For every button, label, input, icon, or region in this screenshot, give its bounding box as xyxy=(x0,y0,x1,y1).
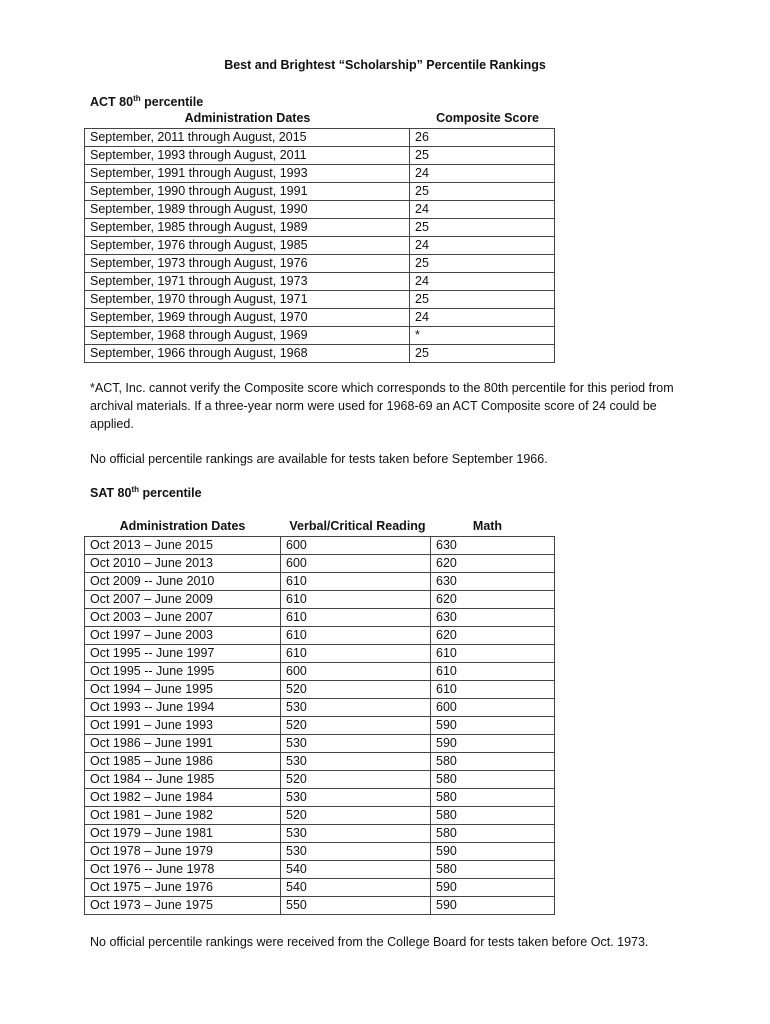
sat-table xyxy=(84,536,555,915)
act-cell-dates: September, 1970 through August, 1971 xyxy=(85,291,410,309)
sat-header-verbal: Verbal/Critical Reading xyxy=(289,519,426,533)
act-table-row xyxy=(85,345,555,363)
sat-cell-math: 610 xyxy=(431,681,555,699)
act-cell-dates: September, 1968 through August, 1969 xyxy=(85,327,410,345)
act-cell-dates: September, 2011 through August, 2015 xyxy=(85,129,410,147)
sat-cell-math: 610 xyxy=(431,645,555,663)
act-table xyxy=(84,128,555,363)
sat-table-row xyxy=(85,663,555,681)
act-cell-dates: September, 1969 through August, 1970 xyxy=(85,309,410,327)
act-cell-dates: September, 1989 through August, 1990 xyxy=(85,201,410,219)
sat-cell-verbal: 550 xyxy=(281,897,431,915)
sat-cell-dates: Oct 1973 – June 1975 xyxy=(85,897,281,915)
act-cell-score: * xyxy=(410,327,555,345)
act-cell-dates: September, 1973 through August, 1976 xyxy=(85,255,410,273)
sat-table-row xyxy=(85,591,555,609)
sat-cell-verbal: 520 xyxy=(281,681,431,699)
sat-heading-sup: th xyxy=(131,485,140,494)
sat-cell-dates: Oct 1976 -- June 1978 xyxy=(85,861,281,879)
act-heading-prefix: ACT 80 xyxy=(90,95,134,110)
sat-cell-verbal: 610 xyxy=(281,609,431,627)
sat-cell-math: 590 xyxy=(431,735,555,753)
act-table-row xyxy=(85,219,555,237)
sat-heading-prefix: SAT 80 xyxy=(90,486,132,501)
act-cell-score: 24 xyxy=(410,273,555,291)
sat-cell-dates: Oct 2013 – June 2015 xyxy=(85,537,281,555)
sat-table-row xyxy=(85,735,555,753)
act-table-row xyxy=(85,309,555,327)
sat-cell-dates: Oct 1981 – June 1982 xyxy=(85,807,281,825)
sat-cell-math: 630 xyxy=(431,573,555,591)
sat-cell-dates: Oct 1978 – June 1979 xyxy=(85,843,281,861)
sat-cell-math: 620 xyxy=(431,591,555,609)
sat-cell-dates: Oct 1984 -- June 1985 xyxy=(85,771,281,789)
sat-cell-verbal: 610 xyxy=(281,627,431,645)
act-cell-dates: September, 1993 through August, 2011 xyxy=(85,147,410,165)
sat-cell-verbal: 610 xyxy=(281,645,431,663)
act-cell-score: 25 xyxy=(410,255,555,273)
sat-cell-math: 590 xyxy=(431,879,555,897)
sat-cell-math: 590 xyxy=(431,717,555,735)
sat-cell-verbal: 530 xyxy=(281,699,431,717)
act-cell-dates: September, 1990 through August, 1991 xyxy=(85,183,410,201)
sat-cell-verbal: 520 xyxy=(281,807,431,825)
sat-cell-verbal: 520 xyxy=(281,771,431,789)
sat-table-row xyxy=(85,807,555,825)
sat-cell-math: 590 xyxy=(431,843,555,861)
sat-table-row xyxy=(85,861,555,879)
act-cell-dates: September, 1991 through August, 1993 xyxy=(85,165,410,183)
sat-table-row xyxy=(85,627,555,645)
sat-table-row xyxy=(85,645,555,663)
act-cell-score: 24 xyxy=(410,201,555,219)
sat-cell-dates: Oct 1997 – June 2003 xyxy=(85,627,281,645)
act-heading-suffix: percentile xyxy=(140,95,204,110)
sat-cell-math: 630 xyxy=(431,537,555,555)
sat-cell-dates: Oct 1985 – June 1986 xyxy=(85,753,281,771)
sat-cell-dates: Oct 1994 – June 1995 xyxy=(85,681,281,699)
sat-cell-math: 620 xyxy=(431,627,555,645)
sat-table-row xyxy=(85,681,555,699)
sat-table-row xyxy=(85,555,555,573)
sat-table-row xyxy=(85,897,555,915)
sat-table-row xyxy=(85,825,555,843)
act-table-row xyxy=(85,201,555,219)
act-footnote: *ACT, Inc. cannot verify the Composite score which corresponds to the 80th percentile for this period from archival materials. If a three-year norm were used for 1968-69 an ACT Composite score of 24 could be applied. xyxy=(90,381,674,431)
act-heading-sup: th xyxy=(133,94,141,103)
sat-table-row xyxy=(85,537,555,555)
act-table-row xyxy=(85,147,555,165)
sat-cell-verbal: 540 xyxy=(281,861,431,879)
sat-cell-dates: Oct 2010 – June 2013 xyxy=(85,555,281,573)
sat-cell-math: 620 xyxy=(431,555,555,573)
act-table-row xyxy=(85,237,555,255)
sat-cell-verbal: 610 xyxy=(281,591,431,609)
sat-cell-verbal: 520 xyxy=(281,717,431,735)
sat-cell-verbal: 610 xyxy=(281,573,431,591)
document-title: Best and Brightest “Scholarship” Percentile Rankings xyxy=(224,58,546,72)
sat-cell-dates: Oct 1993 -- June 1994 xyxy=(85,699,281,717)
act-table-row xyxy=(85,129,555,147)
act-section-heading xyxy=(90,94,203,109)
act-cell-score: 25 xyxy=(410,291,555,309)
sat-cell-verbal: 600 xyxy=(281,555,431,573)
act-cell-dates: September, 1985 through August, 1989 xyxy=(85,219,410,237)
sat-cell-dates: Oct 1991 – June 1993 xyxy=(85,717,281,735)
sat-no-rankings-note: No official percentile rankings were received from the College Board for tests taken before Oct. 1973. xyxy=(90,935,649,949)
sat-table-row xyxy=(85,879,555,897)
sat-cell-math: 600 xyxy=(431,699,555,717)
sat-cell-math: 580 xyxy=(431,807,555,825)
sat-table-row xyxy=(85,771,555,789)
act-cell-score: 25 xyxy=(410,147,555,165)
sat-heading-suffix: percentile xyxy=(139,486,202,501)
act-table-row xyxy=(85,165,555,183)
act-cell-score: 25 xyxy=(410,183,555,201)
act-cell-score: 24 xyxy=(410,309,555,327)
sat-cell-verbal: 540 xyxy=(281,879,431,897)
act-table-row xyxy=(85,255,555,273)
act-cell-score: 26 xyxy=(410,129,555,147)
act-cell-score: 25 xyxy=(410,345,555,363)
sat-cell-math: 580 xyxy=(431,825,555,843)
sat-cell-dates: Oct 2003 – June 2007 xyxy=(85,609,281,627)
sat-table-row xyxy=(85,699,555,717)
sat-table-row xyxy=(85,843,555,861)
act-header-score: Composite Score xyxy=(436,111,539,125)
sat-header-dates: Administration Dates xyxy=(119,519,246,533)
act-cell-score: 24 xyxy=(410,165,555,183)
sat-cell-dates: Oct 1995 -- June 1997 xyxy=(85,645,281,663)
sat-table-row xyxy=(85,717,555,735)
act-cell-dates: September, 1976 through August, 1985 xyxy=(85,237,410,255)
sat-cell-math: 580 xyxy=(431,753,555,771)
act-table-row xyxy=(85,291,555,309)
sat-cell-dates: Oct 1982 – June 1984 xyxy=(85,789,281,807)
act-cell-dates: September, 1971 through August, 1973 xyxy=(85,273,410,291)
sat-cell-verbal: 530 xyxy=(281,789,431,807)
sat-header-math: Math xyxy=(472,519,503,533)
sat-cell-dates: Oct 1995 -- June 1995 xyxy=(85,663,281,681)
act-header-dates: Administration Dates xyxy=(184,111,311,125)
sat-cell-verbal: 600 xyxy=(281,537,431,555)
sat-cell-dates: Oct 2009 -- June 2010 xyxy=(85,573,281,591)
sat-cell-math: 590 xyxy=(431,897,555,915)
sat-cell-math: 610 xyxy=(431,663,555,681)
sat-cell-dates: Oct 1986 – June 1991 xyxy=(85,735,281,753)
sat-cell-verbal: 530 xyxy=(281,753,431,771)
sat-section-heading xyxy=(90,485,202,500)
sat-cell-dates: Oct 1979 – June 1981 xyxy=(85,825,281,843)
sat-table-row xyxy=(85,573,555,591)
act-cell-score: 25 xyxy=(410,219,555,237)
act-cell-score: 24 xyxy=(410,237,555,255)
act-cell-dates: September, 1966 through August, 1968 xyxy=(85,345,410,363)
sat-cell-math: 580 xyxy=(431,861,555,879)
act-table-row xyxy=(85,327,555,345)
sat-table-row xyxy=(85,789,555,807)
sat-cell-dates: Oct 1975 – June 1976 xyxy=(85,879,281,897)
sat-cell-math: 580 xyxy=(431,789,555,807)
act-no-rankings-note: No official percentile rankings are available for tests taken before September 1966. xyxy=(90,452,548,466)
sat-cell-verbal: 530 xyxy=(281,735,431,753)
sat-table-row xyxy=(85,609,555,627)
act-table-row xyxy=(85,183,555,201)
act-table-row xyxy=(85,273,555,291)
sat-cell-verbal: 530 xyxy=(281,843,431,861)
sat-cell-dates: Oct 2007 – June 2009 xyxy=(85,591,281,609)
sat-cell-math: 580 xyxy=(431,771,555,789)
sat-cell-verbal: 600 xyxy=(281,663,431,681)
sat-cell-math: 630 xyxy=(431,609,555,627)
sat-cell-verbal: 530 xyxy=(281,825,431,843)
sat-table-row xyxy=(85,753,555,771)
